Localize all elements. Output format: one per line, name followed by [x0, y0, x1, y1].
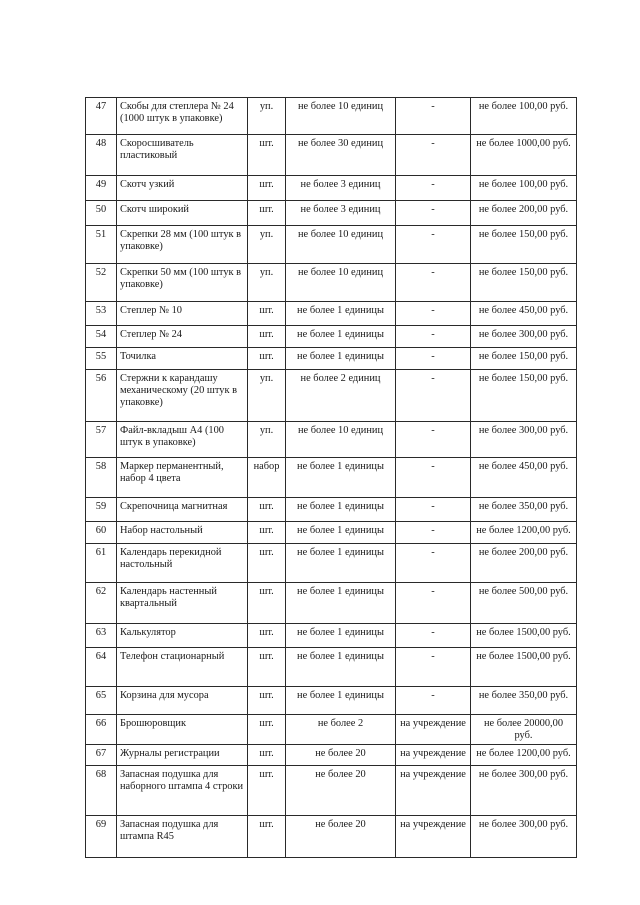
note: - — [396, 370, 471, 422]
item-name: Календарь перекидной настольный — [117, 544, 248, 583]
row-number: 65 — [86, 687, 117, 715]
table-row — [86, 583, 577, 624]
unit: шт. — [248, 766, 286, 816]
price: не более 1200,00 руб. — [471, 745, 577, 766]
quantity: не более 1 единицы — [286, 648, 396, 687]
table-row — [86, 135, 577, 176]
row-number: 58 — [86, 458, 117, 498]
unit: шт. — [248, 302, 286, 326]
note: - — [396, 648, 471, 687]
price: не более 150,00 руб. — [471, 370, 577, 422]
quantity: не более 1 единицы — [286, 687, 396, 715]
unit: шт. — [248, 135, 286, 176]
row-number: 57 — [86, 422, 117, 458]
item-name: Корзина для мусора — [117, 687, 248, 715]
item-name: Точилка — [117, 348, 248, 370]
unit: шт. — [248, 583, 286, 624]
supplies-table — [85, 97, 577, 858]
price: не более 20000,00 руб. — [471, 715, 577, 745]
item-name: Скрепки 28 мм (100 штук в упаковке) — [117, 226, 248, 264]
row-number: 56 — [86, 370, 117, 422]
quantity: не более 10 единиц — [286, 98, 396, 135]
table-row — [86, 498, 577, 522]
quantity: не более 20 — [286, 816, 396, 858]
quantity: не более 10 единиц — [286, 226, 396, 264]
table-row — [86, 766, 577, 816]
row-number: 50 — [86, 201, 117, 226]
unit: шт. — [248, 176, 286, 201]
row-number: 49 — [86, 176, 117, 201]
item-name: Телефон стационарный — [117, 648, 248, 687]
price: не более 300,00 руб. — [471, 766, 577, 816]
price: не более 200,00 руб. — [471, 201, 577, 226]
note: - — [396, 176, 471, 201]
item-name: Скоросшиватель пластиковый — [117, 135, 248, 176]
note: - — [396, 583, 471, 624]
price: не более 300,00 руб. — [471, 326, 577, 348]
quantity: не более 1 единицы — [286, 522, 396, 544]
price: не более 1500,00 руб. — [471, 624, 577, 648]
item-name: Скотч узкий — [117, 176, 248, 201]
unit: шт. — [248, 522, 286, 544]
unit: шт. — [248, 745, 286, 766]
row-number: 48 — [86, 135, 117, 176]
unit: шт. — [248, 544, 286, 583]
quantity: не более 1 единицы — [286, 624, 396, 648]
note: - — [396, 302, 471, 326]
unit: уп. — [248, 264, 286, 302]
quantity: не более 3 единиц — [286, 176, 396, 201]
item-name: Скрепки 50 мм (100 штук в упаковке) — [117, 264, 248, 302]
note: - — [396, 348, 471, 370]
row-number: 52 — [86, 264, 117, 302]
price: не более 1200,00 руб. — [471, 522, 577, 544]
table-row — [86, 687, 577, 715]
row-number: 62 — [86, 583, 117, 624]
table-row — [86, 201, 577, 226]
quantity: не более 1 единицы — [286, 544, 396, 583]
item-name: Скрепочница магнитная — [117, 498, 248, 522]
note: - — [396, 422, 471, 458]
note: на учреждение — [396, 766, 471, 816]
table-row — [86, 264, 577, 302]
quantity: не более 3 единиц — [286, 201, 396, 226]
row-number: 67 — [86, 745, 117, 766]
price: не более 150,00 руб. — [471, 226, 577, 264]
quantity: не более 1 единицы — [286, 302, 396, 326]
table-row — [86, 624, 577, 648]
price: не более 100,00 руб. — [471, 176, 577, 201]
note: - — [396, 458, 471, 498]
unit: уп. — [248, 98, 286, 135]
price: не более 1000,00 руб. — [471, 135, 577, 176]
price: не более 350,00 руб. — [471, 498, 577, 522]
note: - — [396, 498, 471, 522]
table-row — [86, 422, 577, 458]
price: не более 1500,00 руб. — [471, 648, 577, 687]
item-name: Запасная подушка для наборного штампа 4 строки — [117, 766, 248, 816]
item-name: Степлер № 10 — [117, 302, 248, 326]
row-number: 51 — [86, 226, 117, 264]
table-row — [86, 648, 577, 687]
unit: шт. — [248, 498, 286, 522]
price: не более 300,00 руб. — [471, 422, 577, 458]
table-row — [86, 715, 577, 745]
quantity: не более 20 — [286, 745, 396, 766]
item-name: Журналы регистрации — [117, 745, 248, 766]
unit: шт. — [248, 715, 286, 745]
table-row — [86, 544, 577, 583]
item-name: Файл-вкладыш А4 (100 штук в упаковке) — [117, 422, 248, 458]
row-number: 47 — [86, 98, 117, 135]
item-name: Стержни к карандашу механическому (20 штук в упаковке) — [117, 370, 248, 422]
item-name: Календарь настенный квартальный — [117, 583, 248, 624]
table-row — [86, 348, 577, 370]
row-number: 60 — [86, 522, 117, 544]
note: - — [396, 522, 471, 544]
table-row — [86, 816, 577, 858]
table-row — [86, 326, 577, 348]
note: на учреждение — [396, 715, 471, 745]
quantity: не более 1 единицы — [286, 348, 396, 370]
quantity: не более 2 единиц — [286, 370, 396, 422]
quantity: не более 2 — [286, 715, 396, 745]
table-row — [86, 302, 577, 326]
price: не более 350,00 руб. — [471, 687, 577, 715]
note: - — [396, 98, 471, 135]
quantity: не более 1 единицы — [286, 583, 396, 624]
price: не более 450,00 руб. — [471, 458, 577, 498]
quantity: не более 10 единиц — [286, 264, 396, 302]
supplies-table-body — [86, 98, 577, 858]
price: не более 150,00 руб. — [471, 348, 577, 370]
price: не более 300,00 руб. — [471, 816, 577, 858]
note: - — [396, 624, 471, 648]
unit: шт. — [248, 348, 286, 370]
table-row — [86, 458, 577, 498]
price: не более 450,00 руб. — [471, 302, 577, 326]
unit: уп. — [248, 370, 286, 422]
quantity: не более 30 единиц — [286, 135, 396, 176]
item-name: Скобы для степлера № 24 (1000 штук в упаковке) — [117, 98, 248, 135]
price: не более 500,00 руб. — [471, 583, 577, 624]
quantity: не более 10 единиц — [286, 422, 396, 458]
row-number: 53 — [86, 302, 117, 326]
unit: шт. — [248, 624, 286, 648]
quantity: не более 1 единицы — [286, 326, 396, 348]
quantity: не более 1 единицы — [286, 498, 396, 522]
note: - — [396, 264, 471, 302]
note: - — [396, 135, 471, 176]
unit: шт. — [248, 201, 286, 226]
note: - — [396, 544, 471, 583]
row-number: 59 — [86, 498, 117, 522]
table-row — [86, 745, 577, 766]
unit: уп. — [248, 422, 286, 458]
row-number: 55 — [86, 348, 117, 370]
unit: шт. — [248, 816, 286, 858]
item-name: Скотч широкий — [117, 201, 248, 226]
note: на учреждение — [396, 745, 471, 766]
quantity: не более 1 единицы — [286, 458, 396, 498]
row-number: 68 — [86, 766, 117, 816]
item-name: Брошюровщик — [117, 715, 248, 745]
row-number: 64 — [86, 648, 117, 687]
row-number: 54 — [86, 326, 117, 348]
row-number: 61 — [86, 544, 117, 583]
unit: набор — [248, 458, 286, 498]
price: не более 150,00 руб. — [471, 264, 577, 302]
note: на учреждение — [396, 816, 471, 858]
quantity: не более 20 — [286, 766, 396, 816]
item-name: Маркер перманентный, набор 4 цвета — [117, 458, 248, 498]
item-name: Запасная подушка для штампа R45 — [117, 816, 248, 858]
row-number: 69 — [86, 816, 117, 858]
item-name: Набор настольный — [117, 522, 248, 544]
table-row — [86, 98, 577, 135]
row-number: 66 — [86, 715, 117, 745]
unit: уп. — [248, 226, 286, 264]
table-row — [86, 176, 577, 201]
item-name: Степлер № 24 — [117, 326, 248, 348]
note: - — [396, 201, 471, 226]
note: - — [396, 326, 471, 348]
price: не более 200,00 руб. — [471, 544, 577, 583]
unit: шт. — [248, 326, 286, 348]
unit: шт. — [248, 648, 286, 687]
note: - — [396, 226, 471, 264]
table-row — [86, 370, 577, 422]
table-row — [86, 522, 577, 544]
item-name: Калькулятор — [117, 624, 248, 648]
table-row — [86, 226, 577, 264]
note: - — [396, 687, 471, 715]
unit: шт. — [248, 687, 286, 715]
row-number: 63 — [86, 624, 117, 648]
price: не более 100,00 руб. — [471, 98, 577, 135]
